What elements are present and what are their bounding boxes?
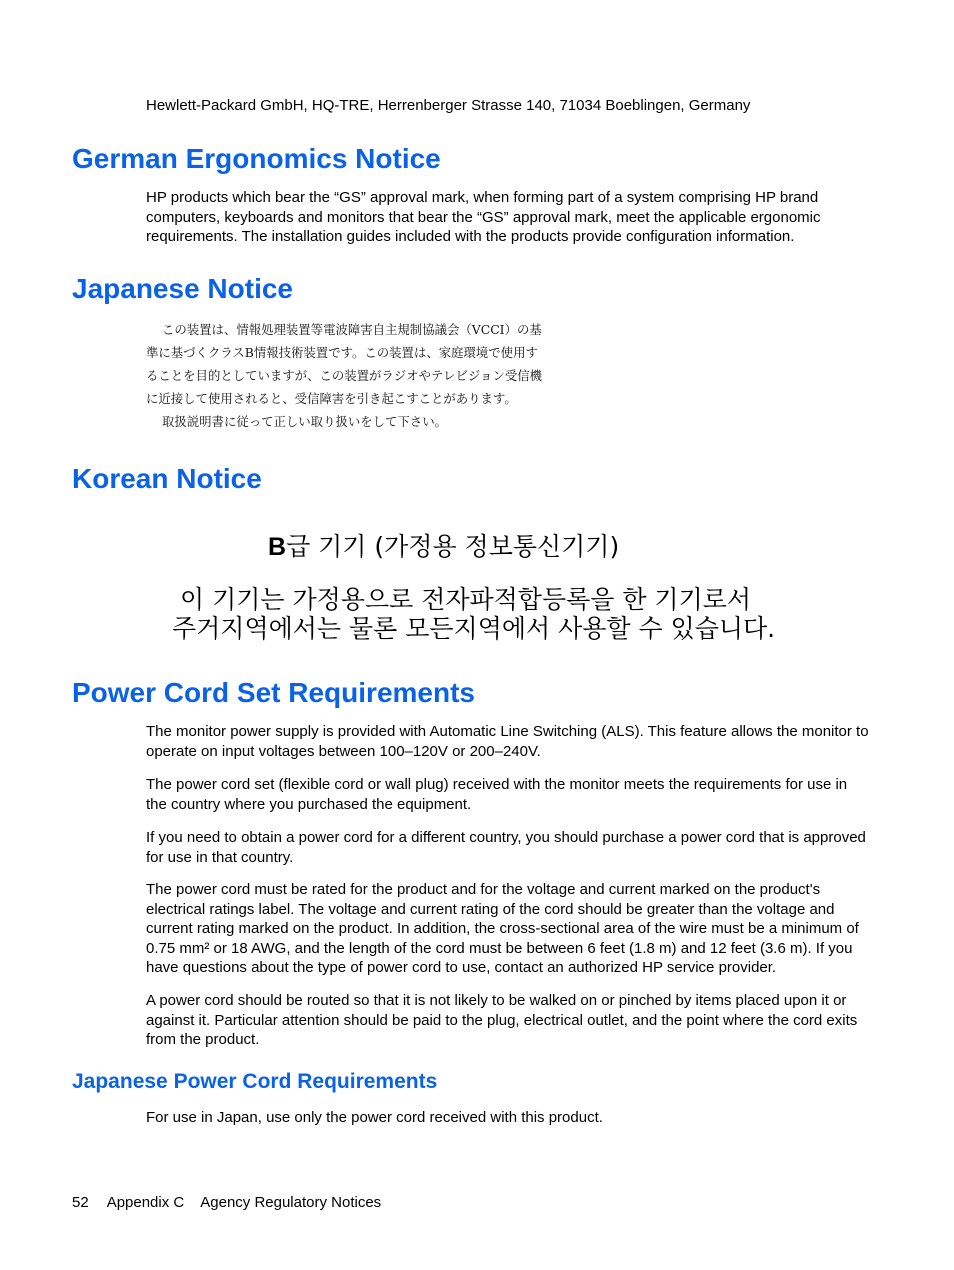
footer-appendix: Appendix C	[106, 1194, 185, 1211]
korean-notice-line-1: 이 기기는 가정용으로 전자파적합등록을 한 기기로서	[180, 585, 752, 614]
power-cord-paragraph-1: The monitor power supply is provided with Automatic Line Switching (ALS). This feature allows the monitor to operate on input voltages between 100–120V or 200–240V.	[146, 723, 869, 760]
japanese-power-cord-body: For use in Japan, use only the power cord received with this product.	[146, 1109, 603, 1126]
german-ergonomics-heading: German Ergonomics Notice	[72, 143, 441, 174]
japanese-line-3: ることを目的としていますが、この装置がラジオやテレビジョン受信機	[146, 368, 543, 383]
power-cord-heading: Power Cord Set Requirements	[72, 677, 475, 708]
korean-notice-line-2: 주거지역에서는 물론 모든지역에서 사용할 수 있습니다.	[172, 614, 776, 643]
power-cord-paragraph-4: The power cord must be rated for the product and for the voltage and current marked on the product's electrical ratings label. The voltage and current rating of the cord should be greater than the voltage and current rating marked on the product. In addition, the cross-sectional area of the wire must be a minimum of 0.75 mm² or 18 AWG, and the length of the cord must be between 6 feet (1.8 m) and 12 feet (3.6 m). If you have questions about the type of power cord to use, contact an authorized HP service provider.	[146, 881, 859, 976]
korean-title-rest: 급 기기 (가정용 정보통신기기)	[286, 532, 620, 561]
japanese-line-5: 取扱説明書に従って正しい取り扱いをして下さい。	[162, 414, 447, 429]
german-ergonomics-body: HP products which bear the “GS” approval mark, when forming part of a system comprising HP brand computers, keyboards and monitors that bear the “GS” approval mark, meet the applicable ergonomic requirements. The installation guides included with the products provide configuration information.	[146, 189, 821, 245]
japanese-power-cord-heading: Japanese Power Cord Requirements	[72, 1070, 438, 1093]
korean-title-letter: B	[268, 533, 287, 561]
japanese-line-1: この装置は、情報処理装置等電波障害自主規制協議会（VCCI）の基	[162, 322, 542, 337]
power-cord-paragraph-3: If you need to obtain a power cord for a different country, you should purchase a power cord that is approved for use in that country.	[146, 829, 866, 866]
japanese-notice-text	[146, 318, 616, 433]
japanese-line-4: に近接して使用されると、受信障害を引き起こすことがあります。	[146, 391, 517, 406]
manufacturer-address: Hewlett-Packard GmbH, HQ-TRE, Herrenberger Strasse 140, 71034 Boeblingen, Germany	[146, 97, 751, 114]
page-footer	[72, 1193, 381, 1212]
japanese-line-2: 準に基づくクラスB情報技術装置です。この装置は、家庭環境で使用す	[146, 345, 538, 360]
page-number: 52	[72, 1194, 89, 1211]
korean-notice-title	[268, 532, 619, 562]
japanese-notice-heading: Japanese Notice	[72, 273, 293, 304]
korean-notice-heading: Korean Notice	[72, 463, 262, 494]
power-cord-paragraph-5: A power cord should be routed so that it is not likely to be walked on or pinched by items placed upon it or against it. Particular attention should be paid to the plug, electrical outlet, and the point where the cord exits from the product.	[146, 992, 858, 1048]
footer-chapter-title: Agency Regulatory Notices	[200, 1194, 382, 1211]
power-cord-paragraph-2: The power cord set (flexible cord or wall plug) received with the monitor meets the requirements for use in the country where you purchased the equipment.	[146, 776, 848, 813]
